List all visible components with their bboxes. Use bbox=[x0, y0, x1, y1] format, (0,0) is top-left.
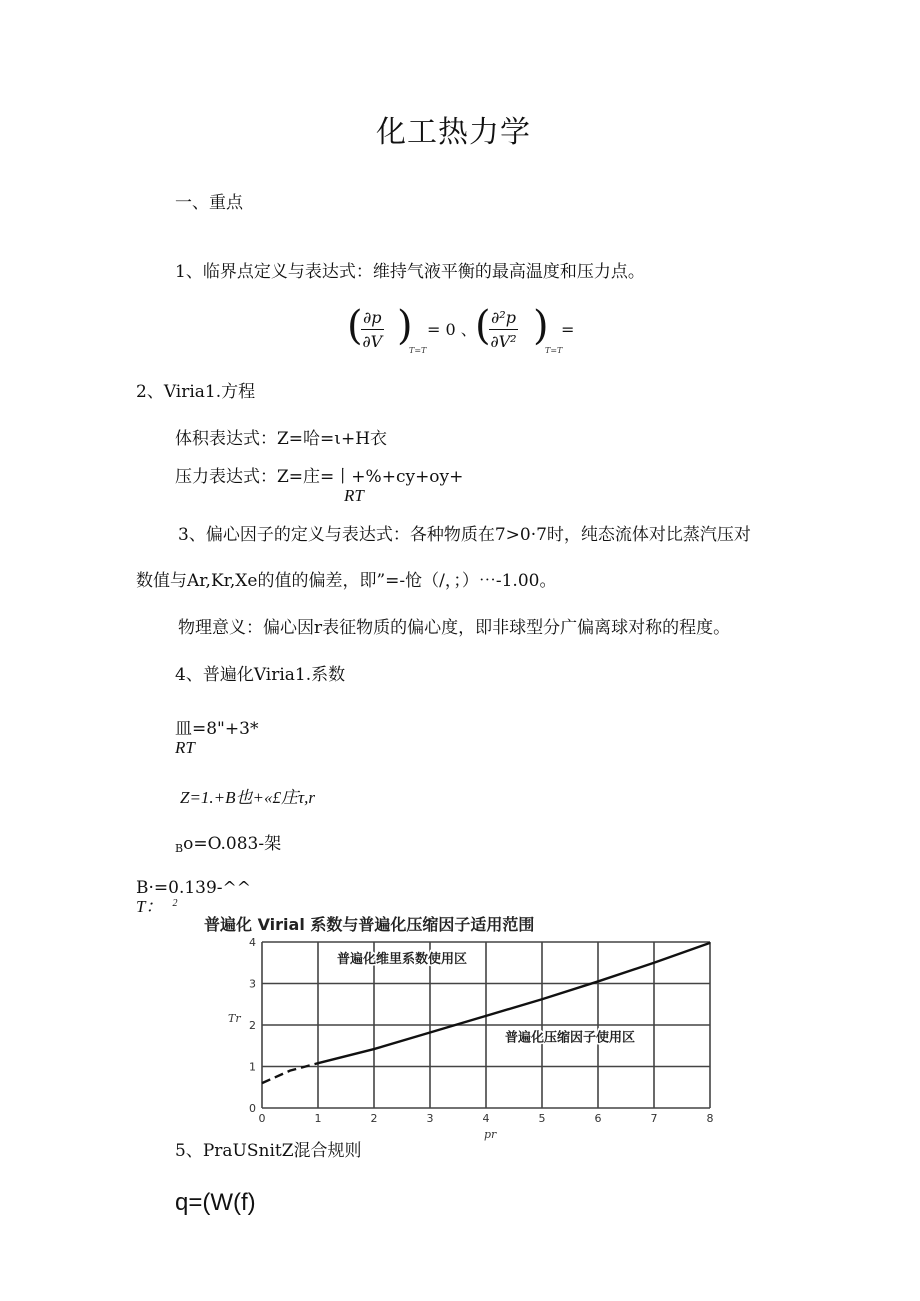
chart-x-tick-5: 5 bbox=[538, 1112, 546, 1125]
section-heading-key-points: 一、重点 bbox=[175, 193, 243, 213]
formula-fraction-1 bbox=[361, 308, 384, 351]
formula-subscript-1: T=T bbox=[409, 346, 427, 355]
item2-volume-expression: 体积表达式：Z=哈=ι+H衣 bbox=[175, 429, 388, 449]
formula-fraction-2-den: ∂V² bbox=[490, 332, 517, 351]
item3-physical-meaning: 物理意义：偏心因r表征物质的偏心度，即非球型分广偏离球对称的程度。 bbox=[178, 618, 731, 638]
formula-fraction-2-num: ∂²p bbox=[489, 308, 518, 330]
virial-applicability-chart bbox=[198, 910, 728, 1142]
chart-x-axis-label: pr bbox=[484, 1128, 497, 1141]
chart-title: 普遍化 Virial 系数与普遍化压缩因子适用范围 bbox=[204, 915, 535, 934]
item4-eq1-denominator: RT bbox=[175, 738, 195, 757]
item4-eq3-body: o=O.083-架 bbox=[183, 834, 282, 854]
item5-heading: 5、PraUSnitZ混合规则 bbox=[175, 1141, 362, 1161]
chart-y-axis-label: Tr bbox=[228, 1012, 241, 1025]
item3-line2: 数值与Ar,Kr,Xe的值的偏差，即”=-怆（/，；）⋯-1.00。 bbox=[136, 571, 557, 591]
formula-fraction-1-num: ∂p bbox=[361, 308, 384, 330]
item4-eq2: Z=1.+B也+«£庄τ,r bbox=[180, 788, 315, 807]
item5-formula: q=(W(f) bbox=[175, 1189, 256, 1216]
chart-y-tick-0: 0 bbox=[249, 1102, 256, 1115]
chart-x-tick-6: 6 bbox=[594, 1112, 602, 1125]
chart-annotation-1: 普遍化维里系数使用区 bbox=[336, 951, 468, 967]
formula-subscript-2: T=T bbox=[545, 346, 563, 355]
item4-heading: 4、普遍化Viria1.系数 bbox=[175, 665, 346, 685]
chart-x-tick-2: 2 bbox=[370, 1112, 378, 1125]
chart-y-tick-3: 3 bbox=[249, 977, 256, 991]
item2-heading: 2、Viria1.方程 bbox=[136, 382, 256, 402]
chart-x-tick-7: 7 bbox=[650, 1112, 658, 1125]
formula-equals-end: = bbox=[561, 320, 575, 339]
chart-x-tick-4: 4 bbox=[482, 1112, 490, 1125]
formula-fraction-2 bbox=[489, 308, 518, 351]
item4-eq4: B·=0.139-^^ bbox=[136, 878, 252, 898]
item4-eq4-den-text: T： bbox=[136, 897, 163, 916]
chart-x-tick-1: 1 bbox=[314, 1112, 322, 1125]
page-title: 化工热力学 bbox=[376, 115, 531, 150]
formula-fraction-1-den: ∂V bbox=[362, 332, 383, 351]
formula-equals-zero: = 0 、 bbox=[427, 320, 477, 339]
item1-critical-point-text: 1、临界点定义与表达式：维持气液平衡的最高温度和压力点。 bbox=[175, 262, 645, 282]
formula-left-paren-1: ( bbox=[347, 303, 363, 349]
chart-x-tick-0: 0 bbox=[258, 1112, 266, 1125]
item2-pressure-denominator: RT bbox=[344, 486, 364, 505]
item4-eq3 bbox=[175, 836, 281, 854]
chart-x-tick-8: 8 bbox=[706, 1112, 714, 1125]
formula-right-paren-1: ) bbox=[397, 303, 413, 349]
formula-right-paren-2: ) bbox=[533, 303, 549, 349]
item4-eq4-exponent: 2 bbox=[172, 898, 178, 909]
chart-annotation-2: 普遍化压缩因子使用区 bbox=[504, 1030, 636, 1046]
chart-y-tick-4: 4 bbox=[249, 936, 256, 949]
item4-eq4-denominator bbox=[136, 898, 177, 915]
chart-x-tick-3: 3 bbox=[426, 1112, 434, 1125]
critical-point-formula bbox=[347, 303, 587, 364]
chart-y-tick-1: 1 bbox=[249, 1060, 256, 1074]
item4-eq1: 皿=8"+3* bbox=[175, 719, 259, 739]
chart-y-tick-2: 2 bbox=[249, 1019, 256, 1032]
item2-pressure-expression: 压力表达式：Z=庄=丨+%+cy+oy+ bbox=[175, 467, 464, 487]
item4-eq3-subscript: B bbox=[175, 842, 184, 855]
item3-line1: 3、偏心因子的定义与表达式：各种物质在7>0·7时，纯态流体对比蒸汽压对 bbox=[178, 525, 751, 545]
formula-left-paren-2: ( bbox=[475, 303, 491, 349]
